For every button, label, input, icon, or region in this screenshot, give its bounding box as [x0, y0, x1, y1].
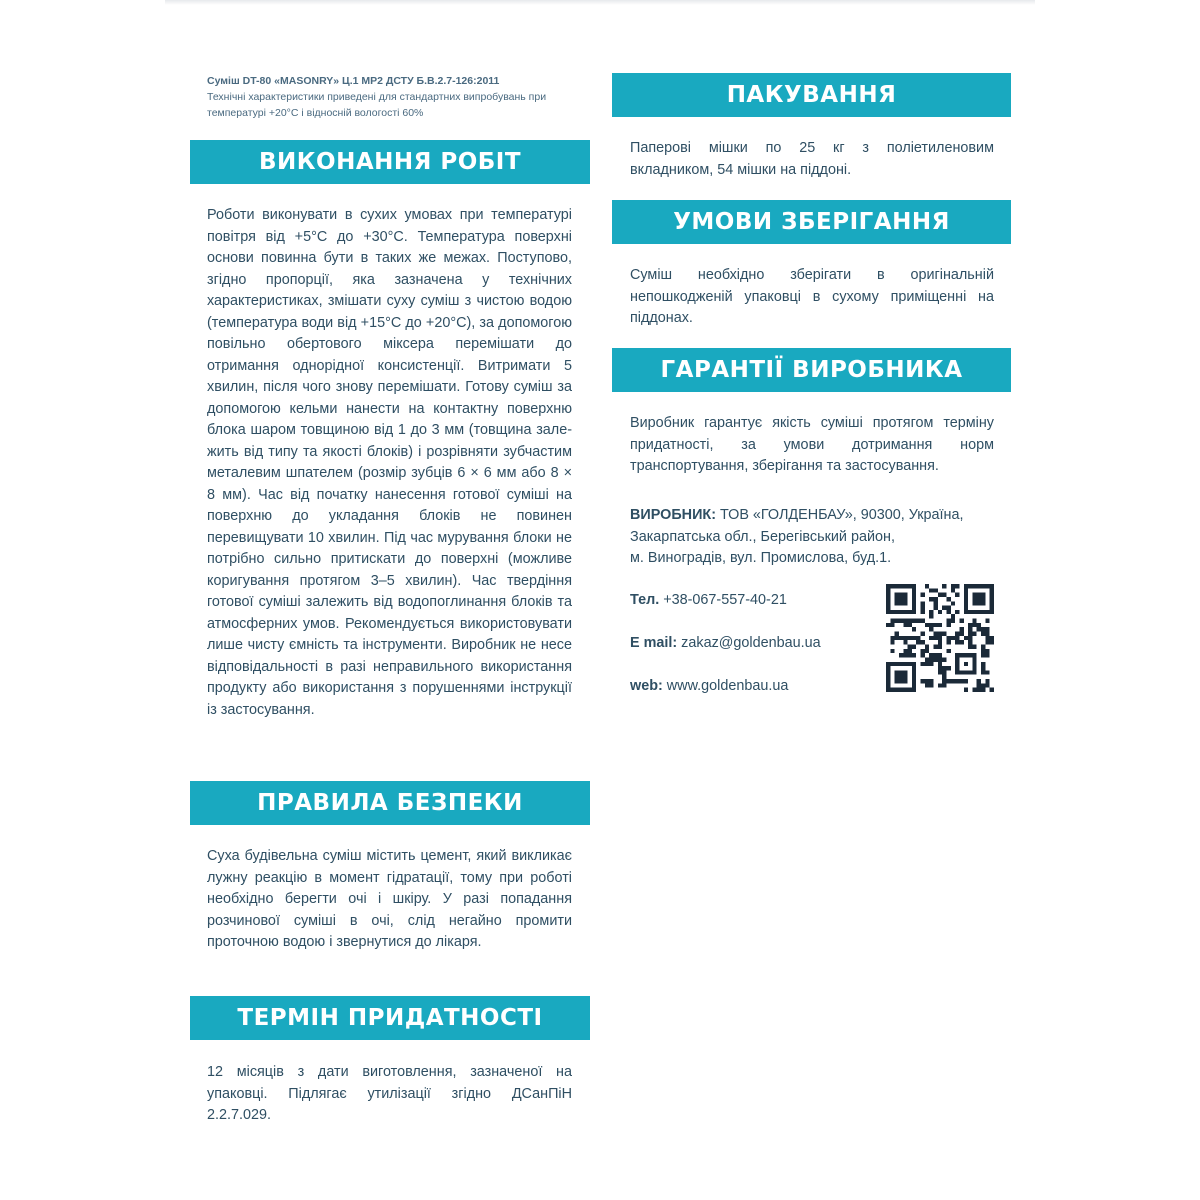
section-heading-safety: ПРАВИЛА БЕЗПЕКИ — [190, 781, 590, 825]
phone-line — [630, 590, 787, 612]
section-text-warranty: Виробник гарантує якість суміші протягом терміну придатності, за умови дотримання норм транспортування, зберігання та застосування. — [630, 415, 994, 474]
section-heading-shelf-life: ТЕРМІН ПРИДАТНОСТІ — [190, 996, 590, 1040]
email-label: E mail: — [630, 635, 678, 651]
section-text-shelf-life: 12 місяців з дати виготовлення, зазначеної на упаковці. Підлягає утилізації згідно ДСанПіН 2.2.7.029. — [207, 1064, 572, 1123]
product-spec-header — [207, 73, 587, 121]
manufacturer-name: ТОВ «ГОЛДЕНБАУ», 90300, Україна, — [716, 507, 964, 523]
section-text-packaging: Паперові мішки по 25 кг з поліетиленовим вкладником, 54 мішки на піддоні. — [630, 140, 994, 178]
web-label: web: — [630, 678, 663, 694]
section-heading-works: ВИКОНАННЯ РОБІТ — [190, 140, 590, 184]
spec-note: Технічні характеристики приведені для стандартних випробувань при температурі +20°С і відносній вологості 60% — [207, 91, 547, 119]
phone-value: +38-067-557-40-21 — [659, 592, 787, 608]
qr-code-icon — [886, 584, 994, 692]
email-value: zakaz@goldenbau.ua — [677, 635, 821, 651]
manufacturer-line-1 — [630, 505, 963, 527]
section-text-works: Роботи виконувати в сухих умовах при температурі повітря від +5°С до +30°С. Температура поверхні основи повинна бути в таких же межах. Поступово, згідно пропорції, яка зазначена у технічних характеристиках, змішати суху суміш з чистою водою (температура води від +15°С до +20°С), за допомогою повільно обертового міксера перемішати до отримання однорідної консистенції. Витримати 5 хвилин, після чого знову перемішати. Готову суміш за допомогою кельми нанести на контактну поверхню блока шаром товщиною від 1 до 3 мм (товщина залежить від типу та якості блоків) і розрівняти зубчастим металевим шпателем (розмір зубців 6 × 6 мм або 8 × 8 мм). Час від початку нанесення готової суміші на поверхню до укладання блоків не повинен перевищувати 10 хвилин. Під час мурування блоки не потрібно сильно притискати до поверхні (можливе коригування протягом 3–5 хвилин). Час твердіння готової суміші залежить від водопоглинання блоків та атмосферних умов. Рекомендується використовувати лише чисту ємність та інструменти. Виробник не несе відповідальності в разі неправильного використання продукту або використання з порушеннями інструкції із застосування. — [207, 207, 572, 718]
web-line — [630, 676, 788, 698]
manufacturer-label: ВИРОБНИК: — [630, 507, 716, 523]
page-top-edge — [165, 0, 1035, 5]
phone-label: Тел. — [630, 592, 660, 608]
manufacturer-line-2: Закарпатська обл., Берегівський район, — [630, 528, 895, 545]
manufacturer-line-3: м. Виноградів, вул. Промислова, буд.1. — [630, 550, 892, 566]
section-heading-packaging: ПАКУВАННЯ — [612, 73, 1011, 117]
section-heading-storage: УМОВИ ЗБЕРІГАННЯ — [612, 200, 1011, 244]
spec-title: Суміш DT-80 «MASONRY» Ц.1 МР2 ДСТУ Б.В.2.7-126:2011 — [207, 75, 500, 87]
section-heading-warranty: ГАРАНТІЇ ВИРОБНИКА — [612, 348, 1011, 392]
section-text-storage: Суміш необхідно зберігати в оригінальній непошкодженій упаковці в сухому приміщенні на піддонах. — [630, 267, 994, 326]
email-line — [630, 633, 821, 655]
web-value: www.goldenbau.ua — [662, 678, 789, 694]
section-text-safety: Суха будівельна суміш містить цемент, який викликає лужну реакцію в момент гідратації, тому при роботі необхідно берегти очі і шкіру. У разі попадання розчинової суміші в очі, слід негайно промити проточною водою і звернутися до лікаря. — [207, 848, 572, 950]
